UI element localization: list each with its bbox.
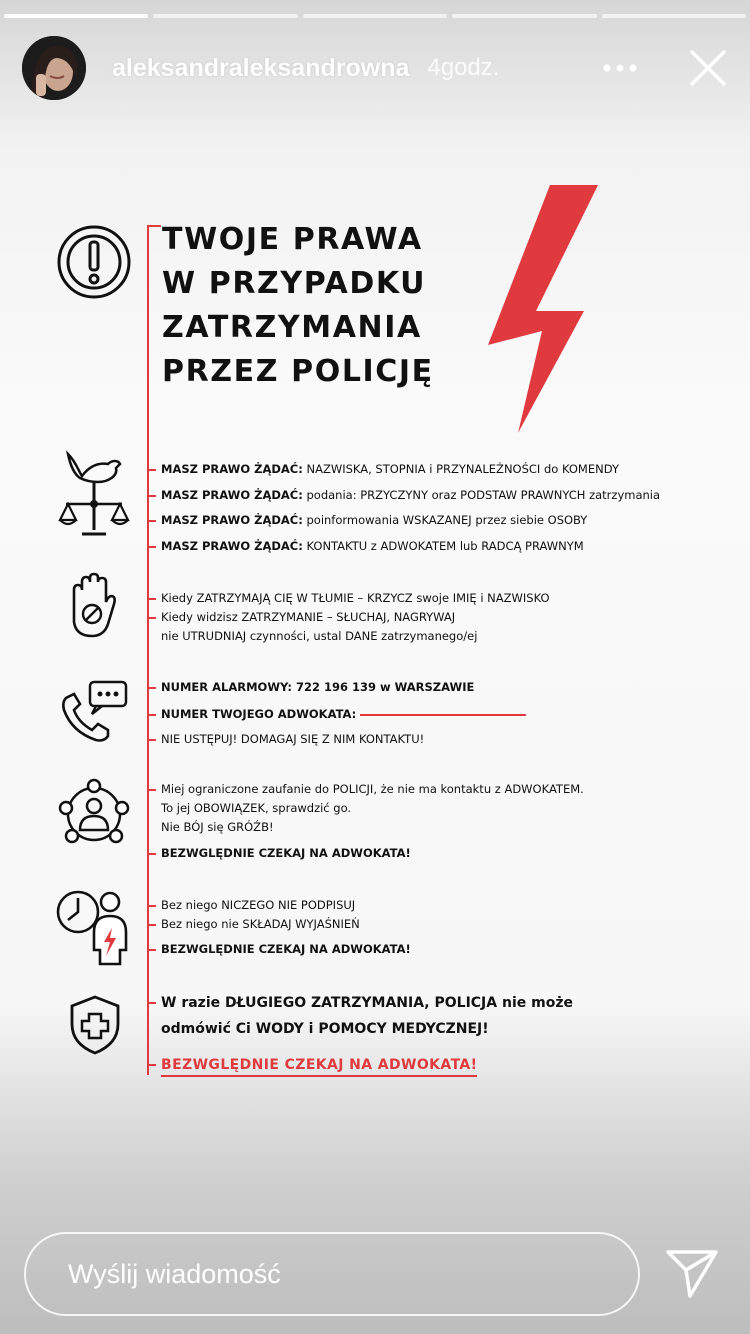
username[interactable]: aleksandraleksandrowna — [112, 53, 410, 82]
no-sign-item: Bez niego nie SKŁADAJ WYJAŚNIEŃ — [147, 915, 360, 933]
progress-segment — [4, 14, 148, 18]
no-give-up: NIE USTĘPUJ! DOMAGAJ SIĘ Z NIM KONTAKTU! — [147, 730, 424, 748]
lightning-bolt-icon — [484, 183, 602, 435]
right-item: MASZ PRAWO ŻĄDAĆ: NAZWISKA, STOPNIA i PRZYNALEŻNOŚCI do KOMENDY — [147, 460, 619, 478]
progress-segment — [602, 14, 746, 18]
trust-item: Miej ograniczone zaufanie do POLICJI, że nie ma kontaktu z ADWOKATEM. — [147, 780, 584, 798]
close-icon[interactable] — [688, 48, 728, 88]
stop-hand-icon — [68, 572, 120, 640]
alarm-number: NUMER ALARMOWY: 722 196 139 w WARSZAWIE — [147, 678, 474, 696]
lawyer-number: NUMER TWOJEGO ADWOKATA: — [147, 705, 526, 723]
avatar[interactable] — [22, 36, 86, 100]
phone-chat-icon — [60, 680, 130, 744]
crowd-item: Kiedy ZATRZYMAJĄ CIĘ W TŁUMIE – KRZYCZ swoje IMIĘ i NAZWISKO — [147, 589, 550, 607]
post-time: 4godz. — [427, 54, 500, 81]
message-input[interactable] — [24, 1232, 640, 1316]
right-item: MASZ PRAWO ŻĄDAĆ: KONTAKTU z ADWOKATEM lub RADCĄ PRAWNYM — [147, 537, 584, 555]
message-placeholder: Wyślij wiadomość — [68, 1258, 281, 1289]
progress-segment — [452, 14, 596, 18]
alert-circle-icon — [56, 224, 132, 300]
right-item: MASZ PRAWO ŻĄDAĆ: podania: PRZYCZYNY oraz PODSTAW PRAWNYCH zatrzymania — [147, 486, 660, 504]
no-sign-item: Bez niego NICZEGO NIE PODPISUJ — [147, 896, 355, 914]
trust-item: Nie BÓJ się GRÓŹB! — [161, 820, 274, 834]
final-warning: BEZWGLĘDNIE CZEKAJ NA ADWOKATA! — [147, 1054, 477, 1078]
clock-person-icon — [54, 884, 136, 968]
story-header — [22, 36, 730, 100]
title-line: PRZEZ POLICJĘ — [162, 354, 434, 389]
crowd-item: Kiedy widzisz ZATRZYMANIE – SŁUCHAJ, NAGRYWAJ — [147, 608, 455, 626]
title-line: TWOJE PRAWA — [162, 222, 423, 257]
title-line: ZATRZYMANIA — [162, 310, 422, 345]
progress-segment — [303, 14, 447, 18]
dove-scales-icon — [56, 448, 134, 538]
right-item: MASZ PRAWO ŻĄDAĆ: poinformowania WSKAZANEJ przez siebie OSOBY — [147, 511, 587, 529]
medical-shield-icon — [68, 994, 122, 1056]
more-icon[interactable] — [600, 50, 640, 86]
story-progress-bar — [4, 14, 746, 18]
trust-item: To jej OBOWIĄZEK, sprawdzić go. — [161, 801, 352, 815]
blank-line — [360, 714, 526, 716]
wait-lawyer: BEZWGLĘDNIE CZEKAJ NA ADWOKATA! — [147, 940, 411, 958]
timeline-cap — [147, 225, 161, 227]
long-detention-line: W razie DŁUGIEGO ZATRZYMANIA, POLICJA nie może — [147, 992, 573, 1014]
people-network-icon — [58, 778, 130, 850]
long-detention-line: odmówić Ci WODY i POMOCY MEDYCZNEJ! — [161, 1021, 489, 1037]
poster-title — [162, 218, 434, 394]
send-icon[interactable] — [664, 1248, 720, 1300]
wait-lawyer: BEZWGLĘDNIE CZEKAJ NA ADWOKATA! — [147, 844, 411, 862]
progress-segment — [153, 14, 297, 18]
title-line: W PRZYPADKU — [162, 266, 427, 301]
crowd-item: nie UTRUDNIAJ czynności, ustal DANE zatrzymanego/ej — [161, 629, 478, 643]
